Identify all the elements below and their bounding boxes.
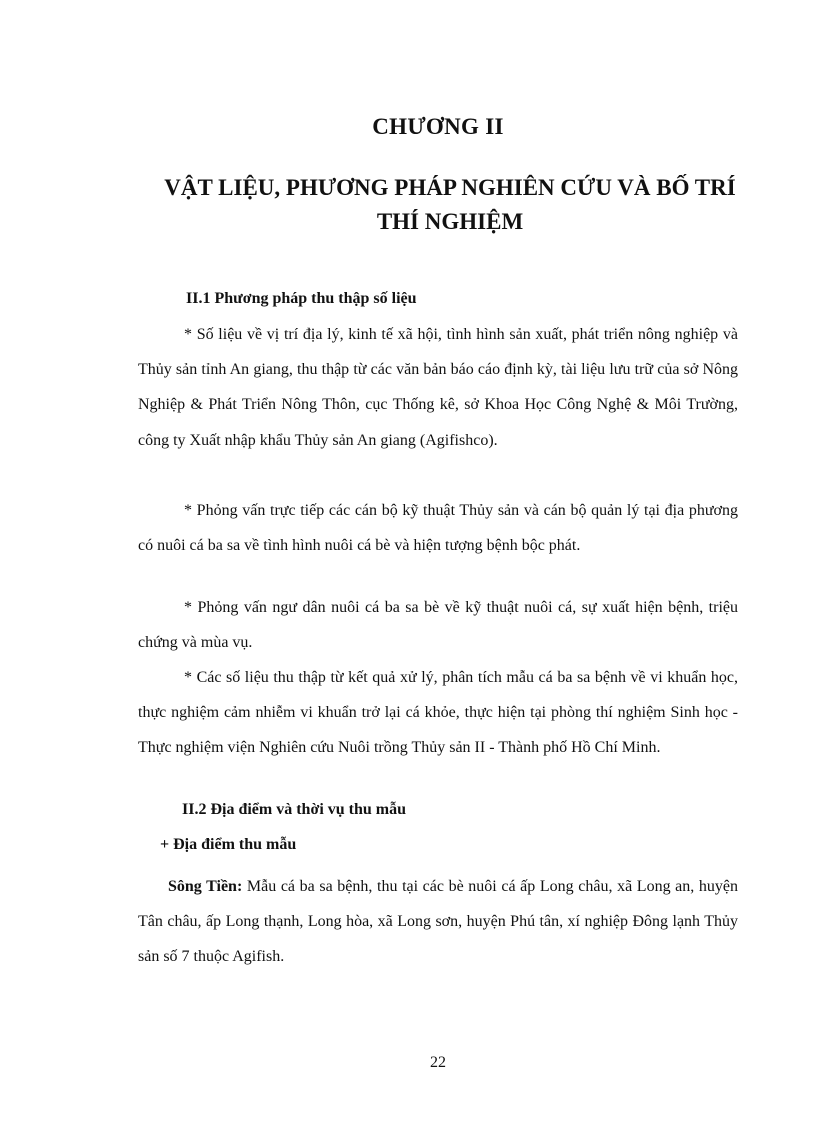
paragraph-location: [138, 869, 738, 975]
paragraph-1: * Số liệu về vị trí địa lý, kinh tế xã hội, tình hình sản xuất, phát triển nông nghiệp và Thủy sản tỉnh An giang, thu thập từ các văn bản báo cáo định kỳ, tài liệu lưu trữ của sở Nông Nghiệp & Phát Triển Nông Thôn, cục Thống kê, sở Khoa Học Công Nghệ & Môi Trường, công ty Xuất nhập khẩu Thủy sản An giang (Agifishco).: [138, 326, 738, 449]
page-number: 22: [430, 1054, 446, 1071]
chapter-title: CHƯƠNG II: [372, 114, 504, 139]
section-heading-1: II.1 Phương pháp thu thập số liệu: [186, 290, 417, 307]
section-heading-2: II.2 Địa điểm và thời vụ thu mẫu: [182, 801, 407, 818]
location-label: Sông Tiền:: [168, 878, 243, 895]
chapter-subtitle: VẬT LIỆU, PHƯƠNG PHÁP NGHIÊN CỨU VÀ BỐ TRÍ THÍ NGHIỆM: [164, 175, 736, 234]
paragraph-3: * Phỏng vấn ngư dân nuôi cá ba sa bè về kỹ thuật nuôi cá, sự xuất hiện bệnh, triệu chứng và mùa vụ.: [138, 599, 738, 652]
paragraph-2: * Phỏng vấn trực tiếp các cán bộ kỹ thuật Thủy sản và cán bộ quản lý tại địa phương có nuôi cá ba sa về tình hình nuôi cá bè và hiện tượng bệnh bộc phát.: [138, 502, 738, 555]
paragraph-4: * Các số liệu thu thập từ kết quả xử lý, phân tích mẫu cá ba sa bệnh về vi khuẩn học, thực nghiệm cảm nhiễm vi khuẩn trở lại cá khỏe, thực hiện tại phòng thí nghiệm Sinh học - Thực nghiệm viện Nghiên cứu Nuôi trồng Thủy sản II - Thành phố Hồ Chí Minh.: [138, 669, 738, 757]
location-text: Mẫu cá ba sa bệnh, thu tại các bè nuôi cá ấp Long châu, xã Long an, huyện Tân châu, ấp Long thạnh, Long hòa, xã Long sơn, huyện Phú tân, xí nghiệp Đông lạnh Thủy sản số 7 thuộc Agifish.: [138, 878, 738, 966]
subheading-location: + Địa điểm thu mẫu: [160, 836, 297, 853]
